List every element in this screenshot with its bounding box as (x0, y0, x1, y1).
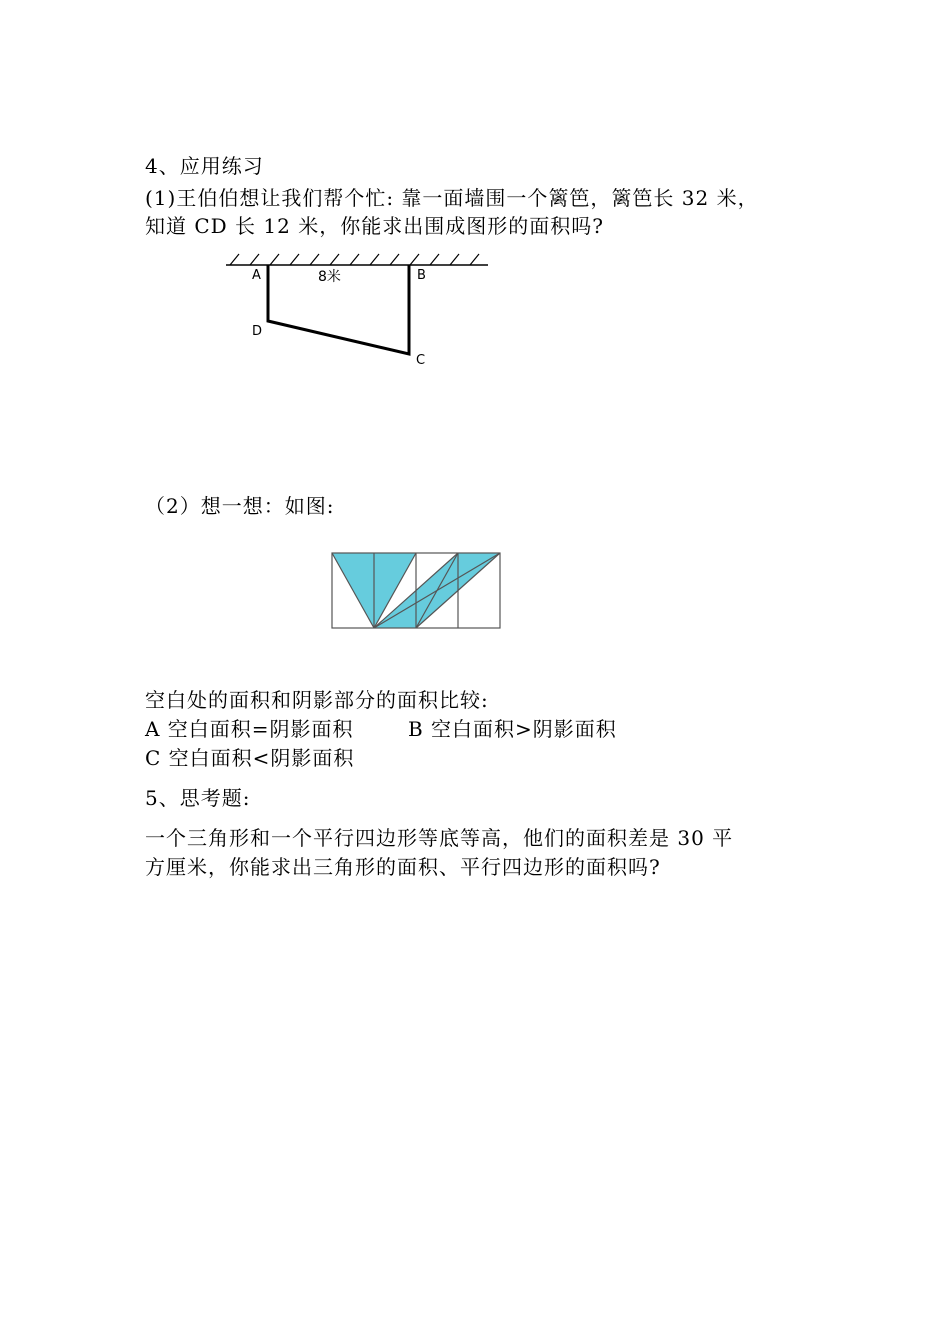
fence-diagram (220, 248, 500, 376)
label-b: B (417, 268, 426, 283)
problem2-title: （2）想一想：如图: (145, 494, 335, 518)
label-a: A (252, 268, 261, 283)
wall-hatching (230, 254, 479, 265)
problem2-question: 空白处的面积和阴影部分的面积比较: (145, 688, 489, 712)
section4-heading: 4、应用练习 (145, 154, 264, 178)
label-c: C (416, 353, 426, 368)
shading-diagram (330, 551, 502, 631)
option-c: C 空白面积<阴影面积 (145, 746, 355, 770)
option-a: A 空白面积=阴影面积 (145, 717, 354, 741)
label-d: D (252, 324, 263, 339)
section5-heading: 5、思考题: (145, 786, 251, 810)
problem1-line2: 知道 CD 长 12 米，你能求出围成图形的面积吗? (145, 214, 604, 238)
label-ab-length: 8米 (318, 269, 341, 285)
section5-line2: 方厘米，你能求出三角形的面积、平行四边形的面积吗? (145, 855, 661, 879)
section5-line1: 一个三角形和一个平行四边形等底等高，他们的面积差是 30 平 (145, 826, 734, 850)
problem1-line1: (1)王伯伯想让我们帮个忙: 靠一面墙围一个篱笆，篱笆长 32 米， (145, 186, 759, 210)
option-b: B 空白面积>阴影面积 (408, 717, 617, 741)
